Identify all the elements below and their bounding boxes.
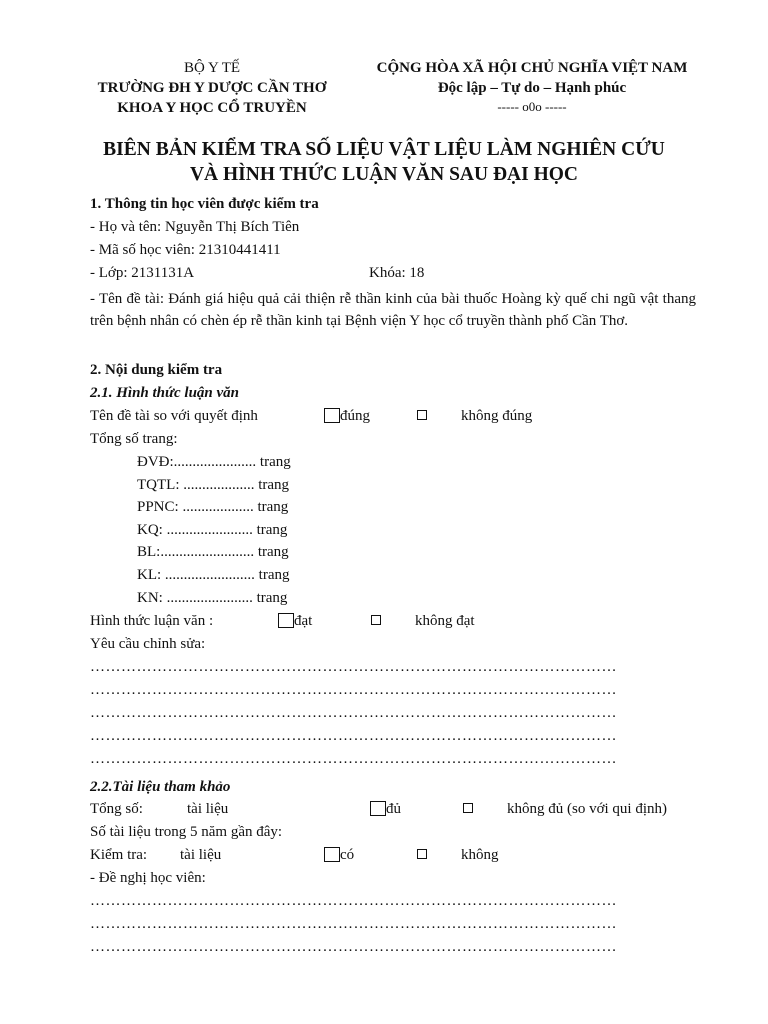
edit-dotted-line[interactable]: ………………………………………………………………………………………… <box>90 705 617 721</box>
header-separator: ----- o0o ----- <box>497 99 567 114</box>
title-compare-label: Tên đề tài so với quyết định <box>90 408 258 424</box>
ref-enough-option[interactable] <box>370 801 401 818</box>
checkbox-icon[interactable] <box>463 803 473 813</box>
title-incorrect-option[interactable] <box>417 408 532 425</box>
edit-dotted-line[interactable]: ………………………………………………………………………………………… <box>90 728 617 744</box>
page-title-line-2: VÀ HÌNH THỨC LUẬN VĂN SAU ĐẠI HỌC <box>189 164 579 185</box>
page-item-tqtl: TQTL: ................... trang <box>137 477 290 493</box>
checkbox-icon[interactable] <box>324 847 340 862</box>
ref-check-label: Kiểm tra: <box>90 847 148 863</box>
ref-no-label: không <box>461 847 499 863</box>
ref-not-enough-option[interactable] <box>463 801 667 818</box>
header-motto: Độc lập – Tự do – Hạnh phúc <box>437 80 627 96</box>
edit-dotted-line[interactable]: ………………………………………………………………………………………… <box>90 751 617 767</box>
thesis-topic: - Tên đề tài: Đánh giá hiệu quả cải thiện rễ thần kinh của bài thuốc Hoàng kỳ quế chi ngũ vật thang trên bệnh nhân có chèn ép rễ thần kinh tại Bệnh viện Y học cổ truyền thành phố Cần Thơ. <box>90 291 696 329</box>
header-country: CỘNG HÒA XÃ HỘI CHỦ NGHĨA VIỆT NAM <box>376 60 688 76</box>
ref-not-enough-label: không đủ (so với qui định) <box>507 801 668 817</box>
page-item-bl: BL:......................... trang <box>137 544 289 560</box>
edit-dotted-line[interactable]: ………………………………………………………………………………………… <box>90 682 617 698</box>
ref-recent-label: Số tài liệu trong 5 năm gần đây: <box>90 824 283 840</box>
ref-enough-label: đủ <box>386 801 401 817</box>
page-title-line-1: BIÊN BẢN KIỂM TRA SỐ LIỆU VẬT LIỆU LÀM NGHIÊN CỨU <box>103 139 665 160</box>
form-fail-label: không đạt <box>415 613 475 629</box>
section2-2-heading: 2.2.Tài liệu tham khảo <box>90 779 231 795</box>
title-incorrect-label: không đúng <box>461 408 533 424</box>
page-item-ppnc: PPNC: ................... trang <box>137 499 289 515</box>
ref-check-unit: tài liệu <box>180 847 222 863</box>
student-class: - Lớp: 2131131A <box>90 265 195 281</box>
suggest-dotted-line[interactable]: ………………………………………………………………………………………… <box>90 939 617 955</box>
page-item-kn: KN: ....................... trang <box>137 590 288 606</box>
student-name: - Họ và tên: Nguyễn Thị Bích Tiên <box>90 219 300 235</box>
form-pass-label: đạt <box>294 613 313 629</box>
student-course: Khóa: 18 <box>369 265 425 281</box>
form-pass-option[interactable] <box>278 613 312 630</box>
ref-total-unit: tài liệu <box>187 801 229 817</box>
ref-yes-label: có <box>340 847 355 863</box>
title-correct-option[interactable] <box>324 408 370 425</box>
student-id: - Mã số học viên: 21310441411 <box>90 242 281 258</box>
header-university: TRƯỜNG ĐH Y DƯỢC CẦN THƠ <box>97 80 327 96</box>
section2-heading: 2. Nội dung kiểm tra <box>90 362 223 378</box>
page-item-kl: KL: ........................ trang <box>137 567 290 583</box>
edit-dotted-line[interactable]: ………………………………………………………………………………………… <box>90 659 617 675</box>
title-correct-label: đúng <box>340 408 370 424</box>
page-item-dvd: ĐVĐ:...................... trang <box>137 454 291 470</box>
suggest-dotted-line[interactable]: ………………………………………………………………………………………… <box>90 893 617 909</box>
suggest-dotted-line[interactable]: ………………………………………………………………………………………… <box>90 916 617 932</box>
header-faculty: KHOA Y HỌC CỔ TRUYỀN <box>117 100 307 116</box>
edit-request-label: Yêu cầu chỉnh sửa: <box>90 636 206 652</box>
section2-1-heading: 2.1. Hình thức luận văn <box>90 385 240 401</box>
total-pages-label: Tổng số trang: <box>90 431 178 447</box>
suggest-label: - Đề nghị học viên: <box>90 870 206 886</box>
ref-total-label: Tổng số: <box>90 801 143 817</box>
checkbox-icon[interactable] <box>370 801 386 816</box>
ref-yes-option[interactable] <box>324 847 354 864</box>
checkbox-icon[interactable] <box>278 613 294 628</box>
page-item-kq: KQ: ....................... trang <box>137 522 288 538</box>
ref-no-option[interactable] <box>417 847 499 864</box>
thesis-form-label: Hình thức luận văn : <box>90 613 214 629</box>
form-fail-option[interactable] <box>371 613 475 630</box>
checkbox-icon[interactable] <box>417 849 427 859</box>
checkbox-icon[interactable] <box>371 615 381 625</box>
checkbox-icon[interactable] <box>324 408 340 423</box>
header-ministry: BỘ Y TẾ <box>183 60 241 76</box>
section1-heading: 1. Thông tin học viên được kiểm tra <box>90 196 319 212</box>
checkbox-icon[interactable] <box>417 410 427 420</box>
